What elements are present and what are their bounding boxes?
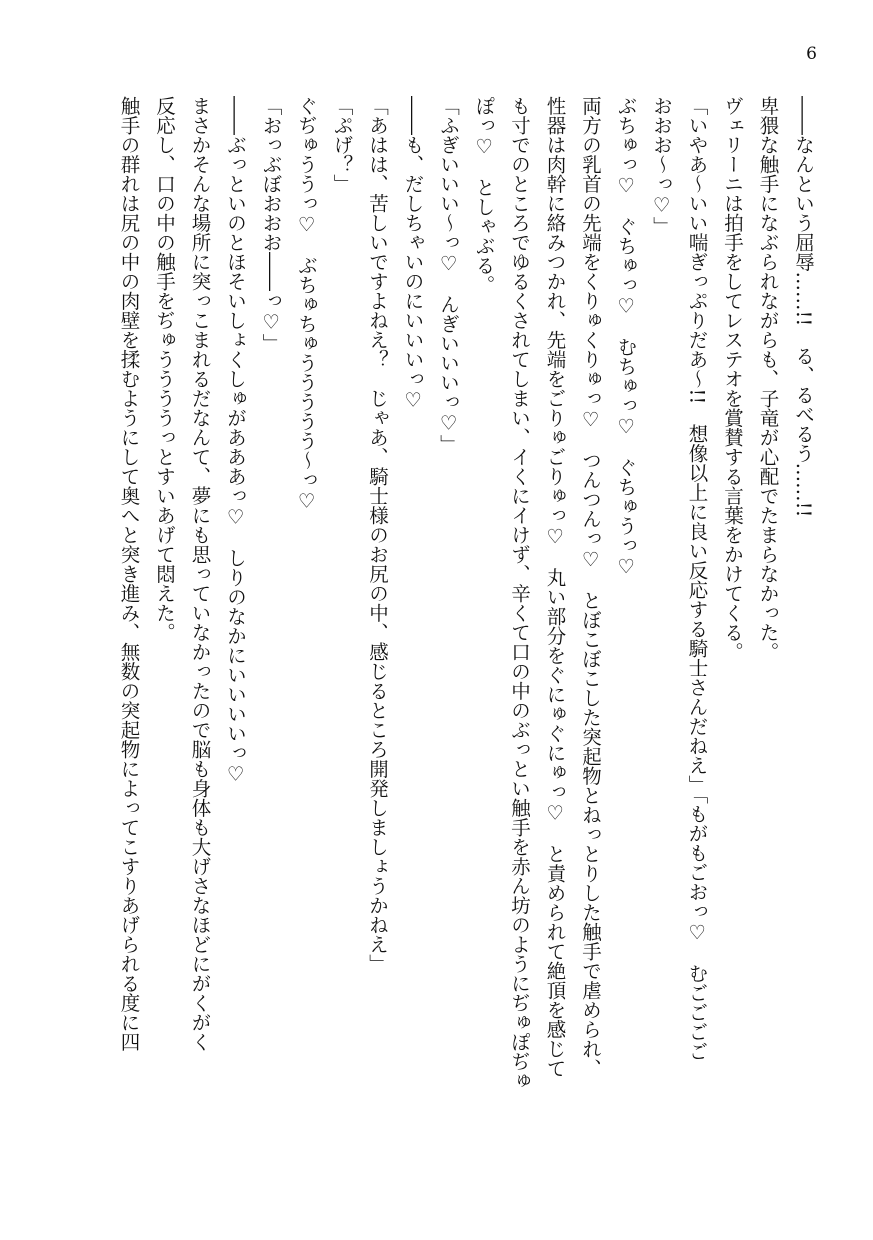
text-line: ――も、だしちゃいのにいいいっ♡ xyxy=(401,96,425,412)
text-line: 卑猥な触手になぶられながらも、子竜が心配でたまらなかった。 xyxy=(756,96,780,662)
text-line: 「ふぎいいい～っ♡ んぎいいいっ♡」 xyxy=(437,96,460,454)
text-line: 反応し、口の中の触手をぢゅううううっとすいあげて悶えた。 xyxy=(153,96,176,642)
text-line: おおお～っ♡」 xyxy=(650,96,673,236)
text-line: ――ぶっといのとほそいしょくしゅがあああっ♡ しりのなかにいいいいっ♡ xyxy=(224,96,247,786)
text-line: 性器は肉幹に絡みつかれ、先端をごりゅごりゅっ♡ 丸い部分をぐにゅぐにゅっ♡ と責められて絶頂を感じて xyxy=(543,96,567,1078)
text-line: ――なんという屈辱……!! る、るべるう……!! xyxy=(792,96,815,518)
text-line: まさかそんな場所に突っこまれるだなんて、夢にも思っていなかったので脳も身体も大げさなほどにがくがく xyxy=(188,96,212,1052)
text-line: 両方の乳首の先端をくりゅくりゅっ♡ つんつんっ♡ とぼこぼこした突起物とねっとりした触手で虐められ、 xyxy=(579,96,602,1078)
novel-body-text xyxy=(101,96,821,1176)
text-line: 「いやあ～いい喘ぎっぷりだあ～!! 想像以上に良い反応する騎士さんだねえ」「もがもごおっ♡ むごごごご xyxy=(685,96,709,1061)
text-line: ヴェリーニは拍手をしてレステオを賞賛する言葉をかけてくる。 xyxy=(721,96,744,662)
text-line: ぐぢゅううっ♡ ぶちゅちゅううううう～っ♡ xyxy=(295,96,318,513)
text-line: ぶちゅっ♡ ぐちゅっ♡ むちゅっ♡ ぐちゅうっ♡ xyxy=(614,96,638,578)
text-line: も寸でのところでゆるくされてしまい、イくにイけず、辛くて口の中のぶっとい触手を赤ん坊のようにぢゅぽぢゅ xyxy=(508,96,531,1091)
text-line: 「おっぶぼおおお――っ♡」 xyxy=(259,96,283,353)
text-line: 触手の群れは尻の中の肉壁を揉むようにして奥へと突き進み、無数の突起物によってこすりあげられる度に四 xyxy=(117,96,141,1052)
text-line: 「あはは、苦しいですよねえ？ じゃあ、騎士様のお尻の中、感じるところ開発しましょうかねえ」 xyxy=(366,96,389,974)
text-line: ぽっ♡ としゃぶる。 xyxy=(472,96,496,295)
text-line: 「ぷげ？」 xyxy=(330,96,354,194)
page-number: 6 xyxy=(806,44,817,64)
